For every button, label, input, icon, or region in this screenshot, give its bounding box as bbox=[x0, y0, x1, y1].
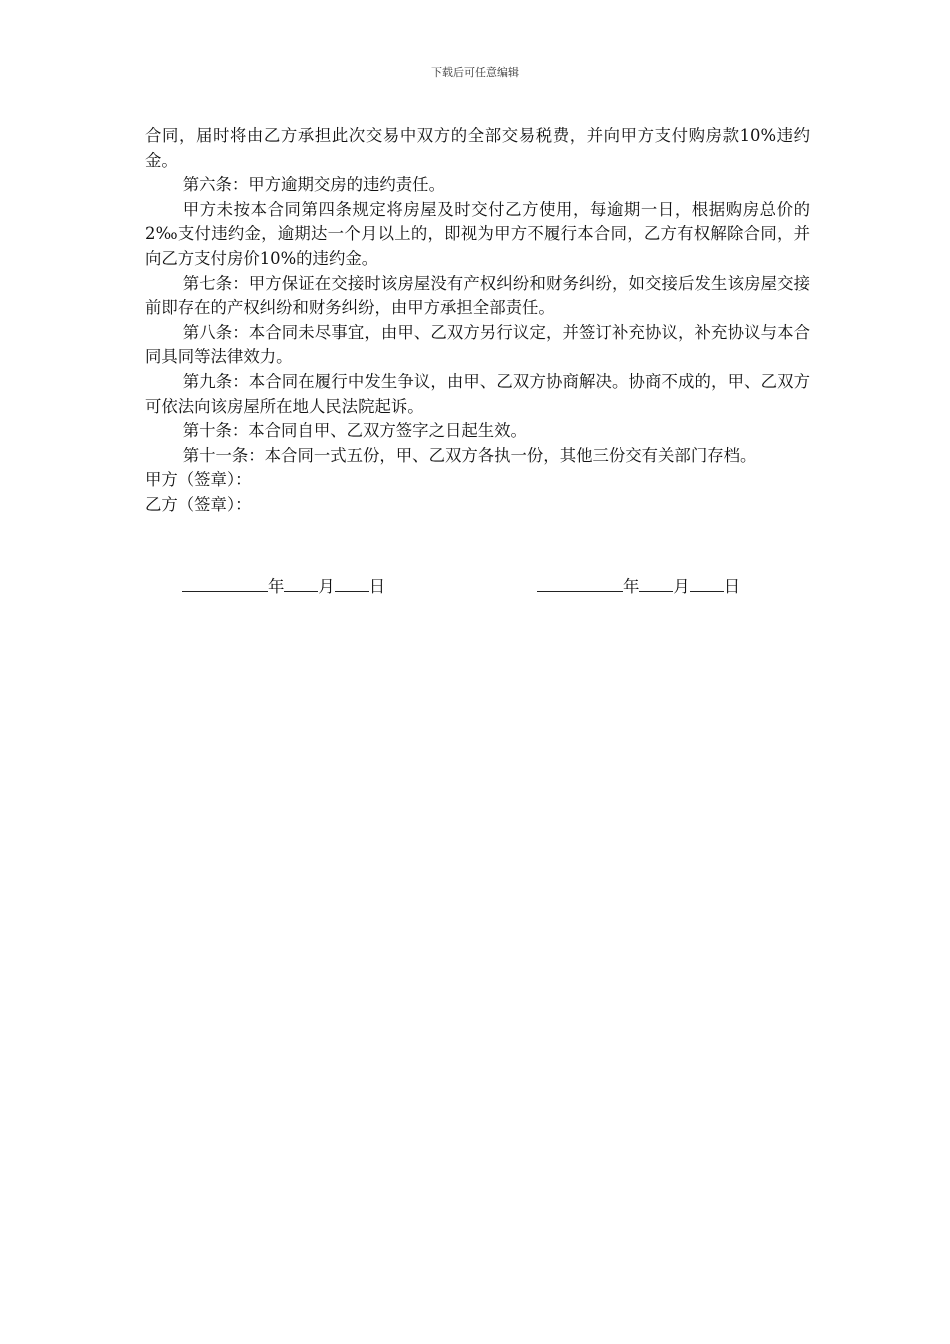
year-label: 年 bbox=[623, 577, 640, 596]
party-a-signature-label: 甲方（签章）： bbox=[145, 470, 252, 490]
article-10: 第十条：本合同自甲、乙双方签字之日起生效。 bbox=[182, 421, 527, 441]
year-label: 年 bbox=[268, 577, 285, 596]
day-blank[interactable] bbox=[335, 574, 369, 592]
month-label: 月 bbox=[318, 577, 335, 596]
page-header: 下载后可任意编辑 bbox=[431, 66, 519, 79]
day-label: 日 bbox=[723, 577, 741, 596]
month-label: 月 bbox=[673, 577, 690, 596]
signature-date-row bbox=[182, 574, 822, 598]
day-label: 日 bbox=[368, 577, 386, 596]
month-blank[interactable] bbox=[639, 574, 673, 592]
contract-body bbox=[145, 124, 810, 518]
article-6-heading: 第六条：甲方逾期交房的违约责任。 bbox=[182, 175, 445, 195]
year-blank[interactable] bbox=[537, 574, 623, 592]
month-blank[interactable] bbox=[284, 574, 318, 592]
party-a-date bbox=[182, 574, 385, 599]
article-7: 第七条：甲方保证在交接时该房屋没有产权纠纷和财务纠纷，如交接后发生该房屋交接前即存在的产权纠纷和财务纠纷，由甲方承担全部责任。 bbox=[145, 273, 810, 318]
article-11: 第十一条：本合同一式五份，甲、乙双方各执一份，其他三份交有关部门存档。 bbox=[182, 445, 757, 465]
party-b-date bbox=[537, 574, 740, 599]
contract-paragraph-continuation: 合同，届时将由乙方承担此次交易中双方的全部交易税费，并向甲方支付购房款10%违约金。 bbox=[145, 126, 810, 170]
article-8: 第八条：本合同未尽事宜，由甲、乙双方另行议定，并签订补充协议，补充协议与本合同具同等法律效力。 bbox=[145, 322, 810, 367]
party-b-signature-label: 乙方（签章）： bbox=[145, 494, 252, 514]
article-9: 第九条：本合同在履行中发生争议，由甲、乙双方协商解决。协商不成的，甲、乙双方可依法向该房屋所在地人民法院起诉。 bbox=[145, 371, 810, 416]
article-6-body: 甲方未按本合同第四条规定将房屋及时交付乙方使用，每逾期一日，根据购房总价的2‰支付违约金，逾期达一个月以上的，即视为甲方不履行本合同，乙方有权解除合同，并向乙方支付房价10%的违约金。 bbox=[145, 199, 810, 268]
day-blank[interactable] bbox=[690, 574, 724, 592]
year-blank[interactable] bbox=[182, 574, 268, 592]
